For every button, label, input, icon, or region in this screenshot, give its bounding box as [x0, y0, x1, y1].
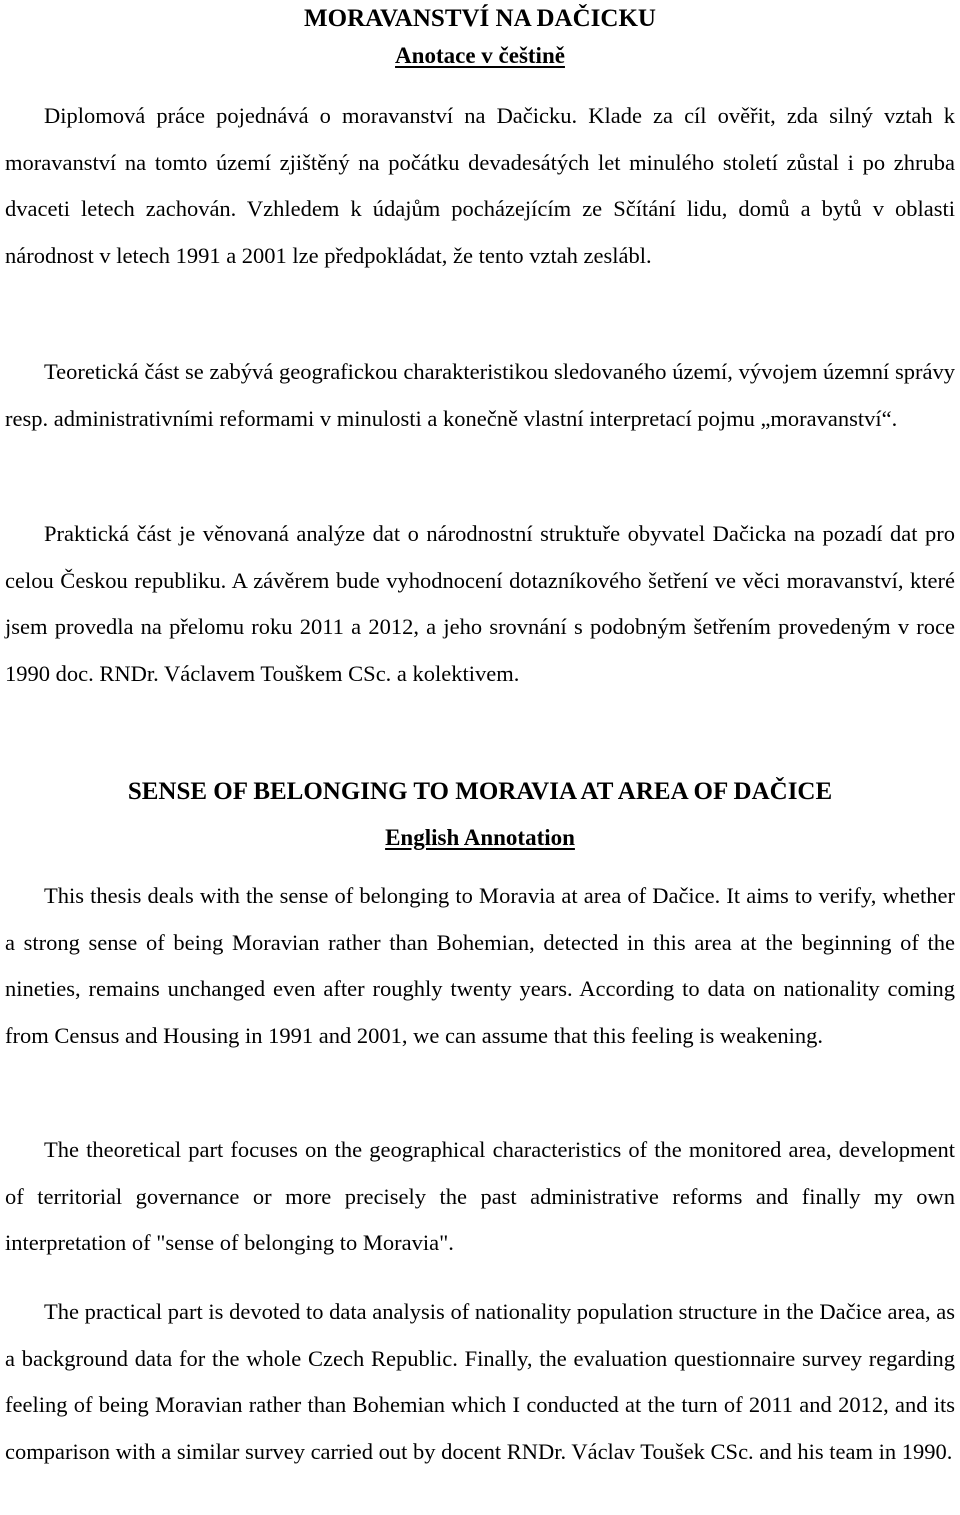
english-paragraph-2: The theoretical part focuses on the geographical characteristics of the monitored area, development of territorial governance or more precisely the past administrative reforms and finally my own interpretation of "sense of belonging to Moravia". [5, 1137, 955, 1255]
english-paragraph-1: This thesis deals with the sense of belonging to Moravia at area of Dačice. It aims to verify, whether a strong sense of being Moravian rather than Bohemian, detected in this area at the beginning of the nineties, remains unchanged even after roughly twenty years. According to data on nationality coming from Census and Housing in 1991 and 2001, we can assume that this feeling is weakening. [5, 883, 955, 1048]
czech-paragraph-2: Teoretická část se zabývá geografickou charakteristikou sledovaného území, vývojem územní správy resp. administrativními reformami v minulosti a konečně vlastní interpretací pojmu „moravanství“. [5, 359, 955, 431]
czech-paragraph-1: Diplomová práce pojednává o moravanství na Dačicku. Klade za cíl ověřit, zda silný vztah k moravanství na tomto území zjištěný na počátku devadesátých let minulého století zůstal i po zhruba dvaceti letech zachován. Vzhledem k údajům pocházejícím ze Sčítání lidu, domů a bytů v oblasti národnost v letech 1991 a 2001 lze předpokládat, že tento vztah zeslábl. [5, 103, 955, 268]
english-subtitle: English Annotation [385, 825, 575, 850]
english-title: SENSE OF BELONGING TO MORAVIA AT AREA OF DAČICE [127, 778, 833, 805]
czech-paragraph-3: Praktická část je věnovaná analýze dat o národnostní struktuře obyvatel Dačicka na pozadí dat pro celou Českou republiku. A závěrem bude vyhodnocení dotazníkového šetření ve věci moravanství, které jsem provedla na přelomu roku 2011 a 2012, a jeho srovnání s podobným šetřením provedeným v roce 1990 doc. RNDr. Václavem Touškem CSc. a kolektivem. [5, 521, 955, 686]
czech-subtitle: Anotace v češtině [395, 43, 565, 68]
english-paragraph-3: The practical part is devoted to data analysis of nationality population structure in the Dačice area, as a background data for the whole Czech Republic. Finally, the evaluation questionnaire survey regarding feeling of being Moravian rather than Bohemian which I conducted at the turn of 2011 and 2012, and its comparison with a similar survey carried out by docent RNDr. Václav Toušek CSc. and his team in 1990. [5, 1299, 955, 1464]
czech-title: MORAVANSTVÍ NA DAČICKU [304, 5, 656, 32]
